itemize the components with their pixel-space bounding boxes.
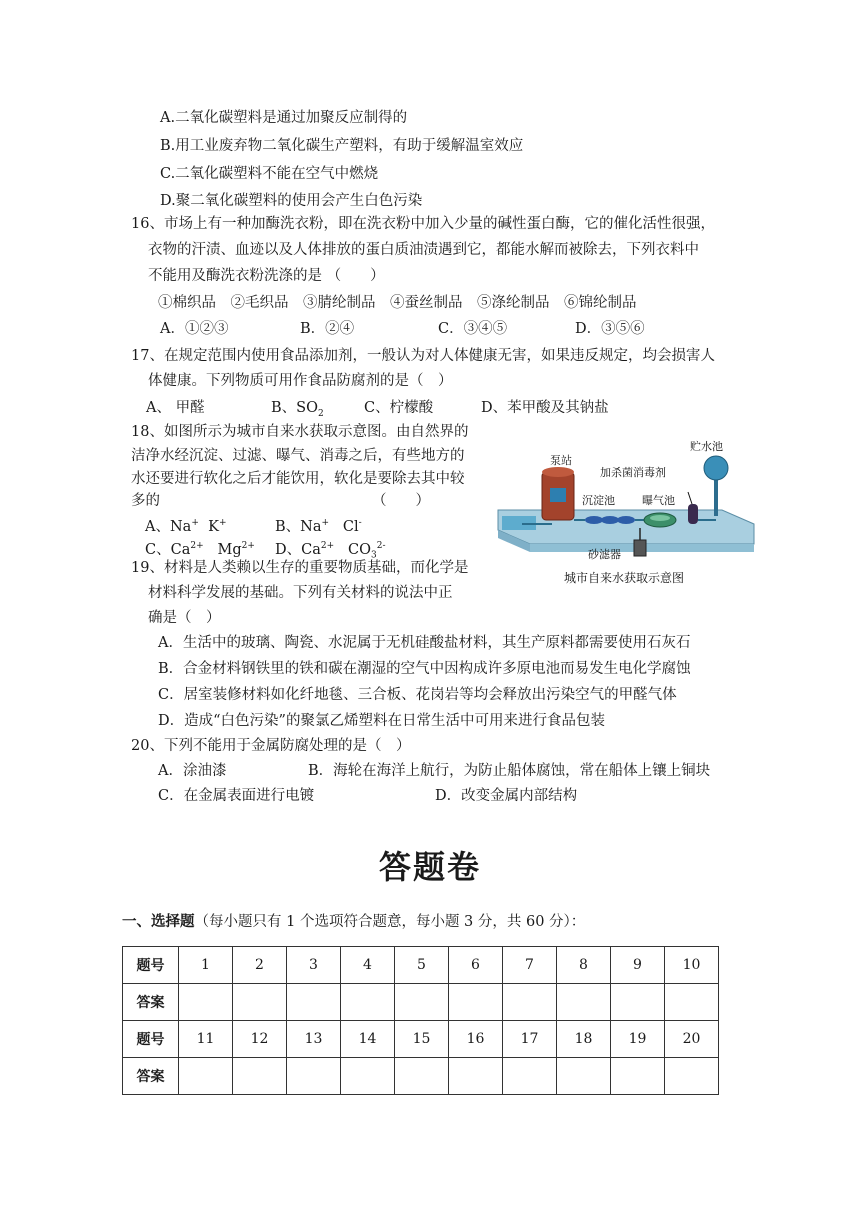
q19-option-d: D．造成“白色污染”的聚氯乙烯塑料在日常生活中可用来进行食品包装 xyxy=(158,713,605,729)
q16-option-b: B．②④ xyxy=(300,321,355,337)
q15-option-b: B.用工业废弃物二氧化碳生产塑料，有助于缓解温室效应 xyxy=(160,138,524,154)
question-number: 16 xyxy=(449,1021,503,1058)
q18-option-a: A、Na+ K+ xyxy=(145,518,227,535)
q20-stem: 20、下列不能用于金属防腐处理的是（ ） xyxy=(131,738,411,754)
q17-option-d: D、苯甲酸及其钠盐 xyxy=(481,400,609,416)
q20-option-c: C．在金属表面进行电镀 xyxy=(158,788,315,804)
question-number: 3 xyxy=(287,947,341,984)
q19-stem-2: 材料科学发展的基础。下列有关材料的说法中正 xyxy=(148,585,453,601)
q16-stem-2: 衣物的汗渍、血迹以及人体排放的蛋白质油渍遇到它，都能水解而被除去，下列衣料中 xyxy=(148,242,699,258)
q17-option-b: B、$SO_2$ xyxy=(271,400,324,419)
answer-cell[interactable] xyxy=(665,1058,719,1095)
sedimentation-tank-icon xyxy=(585,516,635,524)
question-number: 7 xyxy=(503,947,557,984)
q20-option-d: D．改变金属内部结构 xyxy=(435,788,578,804)
question-number: 6 xyxy=(449,947,503,984)
question-number: 2 xyxy=(233,947,287,984)
question-number-label: 题号 xyxy=(123,947,179,984)
answer-cell[interactable] xyxy=(179,984,233,1021)
answer-cell[interactable] xyxy=(611,1058,665,1095)
answer-sheet-title: 答题卷 xyxy=(378,848,481,886)
svg-text:贮水池: 贮水池 xyxy=(690,440,723,453)
svg-text:沉淀池: 沉淀池 xyxy=(582,494,615,507)
q19-option-c: C．居室装修材料如化纤地毯、三合板、花岗岩等均会释放出污染空气的甲醛气体 xyxy=(158,687,677,703)
q19-option-b: B．合金材料钢铁里的铁和碳在潮湿的空气中因构成许多原电池而易发生电化学腐蚀 xyxy=(158,661,691,677)
answer-cell[interactable] xyxy=(395,1058,449,1095)
q15-option-c: C.二氧化碳塑料不能在空气中燃烧 xyxy=(160,166,379,182)
q19-option-a: A．生活中的玻璃、陶瓷、水泥属于无机硅酸盐材料，其生产原料都需要使用石灰石 xyxy=(158,635,691,651)
answer-label: 答案 xyxy=(123,984,179,1021)
q19-stem-3: 确是（ ） xyxy=(148,610,221,626)
water-supply-diagram xyxy=(492,432,760,590)
q18-option-d: D、$Ca^{2+}$ $CO_3^{2-}$ xyxy=(275,541,386,561)
q18-option-b: B、Na+ Cl- xyxy=(275,518,362,535)
q15-option-d: D.聚二氧化碳塑料的使用会产生白色污染 xyxy=(160,193,423,209)
answer-cell[interactable] xyxy=(287,984,341,1021)
question-number: 8 xyxy=(557,947,611,984)
answer-label: 答案 xyxy=(123,1058,179,1095)
svg-text:加杀菌消毒剂: 加杀菌消毒剂 xyxy=(600,466,666,479)
question-number: 15 xyxy=(395,1021,449,1058)
q20-option-a: A．涂油漆 xyxy=(158,763,227,779)
answer-cell[interactable] xyxy=(449,984,503,1021)
q17-option-a: A、 甲醛 xyxy=(146,400,205,416)
question-number: 11 xyxy=(179,1021,233,1058)
answer-cell[interactable] xyxy=(341,984,395,1021)
q16-option-a: A．①②③ xyxy=(160,321,229,337)
question-number: 14 xyxy=(341,1021,395,1058)
question-number: 9 xyxy=(611,947,665,984)
question-number: 19 xyxy=(611,1021,665,1058)
svg-text:泵站: 泵站 xyxy=(550,454,572,467)
q18-stem-3: 水还要进行软化之后才能饮用，软化是要除去其中较 xyxy=(131,471,465,487)
answer-cell[interactable] xyxy=(665,984,719,1021)
question-number: 10 xyxy=(665,947,719,984)
answer-cell[interactable] xyxy=(233,1058,287,1095)
question-number: 4 xyxy=(341,947,395,984)
q16-stem-1: 16、市场上有一种加酶洗衣粉，即在洗衣粉中加入少量的碱性蛋白酶，它的催化活性很强， xyxy=(131,216,715,232)
answer-cell[interactable] xyxy=(233,984,287,1021)
answer-table xyxy=(122,946,719,1095)
q16-stem-3: 不能用及酶洗衣粉洗涤的是 （ ） xyxy=(148,268,385,284)
answer-cell[interactable] xyxy=(395,984,449,1021)
q16-option-d: D．③⑤⑥ xyxy=(575,321,645,337)
q17-stem-1: 17、在规定范围内使用食品添加剂，一般认为对人体健康无害，如果违反规定，均会损害人 xyxy=(131,348,715,364)
question-number: 17 xyxy=(503,1021,557,1058)
svg-text:曝气池: 曝气池 xyxy=(642,494,675,507)
question-number: 12 xyxy=(233,1021,287,1058)
question-number: 1 xyxy=(179,947,233,984)
question-number: 20 xyxy=(665,1021,719,1058)
q15-option-a: A.二氧化碳塑料是通过加聚反应制得的 xyxy=(160,110,408,126)
answer-cell[interactable] xyxy=(611,984,665,1021)
q19-stem-1: 19、材料是人类赖以生存的重要物质基础，而化学是 xyxy=(131,560,469,576)
q17-stem-2: 体健康。下列物质可用作食品防腐剂的是（ ） xyxy=(148,373,453,389)
answer-cell[interactable] xyxy=(503,1058,557,1095)
answer-cell[interactable] xyxy=(557,984,611,1021)
table-row xyxy=(123,984,719,1021)
storage-tank-icon xyxy=(704,456,728,516)
table-row xyxy=(123,1021,719,1058)
answer-cell[interactable] xyxy=(341,1058,395,1095)
svg-text:砂滤器: 砂滤器 xyxy=(588,548,621,561)
q18-stem-4: 多的 xyxy=(131,493,160,509)
aeration-pool-icon xyxy=(644,513,676,527)
pump-station-icon xyxy=(542,467,574,520)
q16-option-c: C．③④⑤ xyxy=(438,321,508,337)
question-number: 13 xyxy=(287,1021,341,1058)
question-number: 5 xyxy=(395,947,449,984)
q20-option-b: B．海轮在海洋上航行，为防止船体腐蚀，常在船体上镶上铜块 xyxy=(308,763,711,779)
table-row xyxy=(123,947,719,984)
answer-cell[interactable] xyxy=(287,1058,341,1095)
sand-filter-icon xyxy=(634,540,646,556)
q18-option-c: C、$Ca^{2+}$ $Mg^{2+}$ xyxy=(145,541,255,558)
q18-stem-2: 洁净水经沉淀、过滤、曝气、消毒之后，有些地方的 xyxy=(131,448,465,464)
answer-cell[interactable] xyxy=(503,984,557,1021)
table-row xyxy=(123,1058,719,1095)
q18-blank: （ ） xyxy=(372,493,430,509)
answer-cell[interactable] xyxy=(557,1058,611,1095)
section-heading: 一、选择题（每小题只有 1 个选项符合题意，每小题 3 分，共 60 分）： xyxy=(122,914,586,930)
q16-items: ①棉织品 ②毛织品 ③腈纶制品 ④蚕丝制品 ⑤涤纶制品 ⑥锦纶制品 xyxy=(158,295,637,311)
question-number: 18 xyxy=(557,1021,611,1058)
q18-stem-1: 18、如图所示为城市自来水获取示意图。由自然界的 xyxy=(131,424,469,440)
q17-option-c: C、柠檬酸 xyxy=(364,400,434,416)
disinfectant-icon xyxy=(688,504,698,524)
question-number-label: 题号 xyxy=(123,1021,179,1058)
answer-cell[interactable] xyxy=(179,1058,233,1095)
answer-cell[interactable] xyxy=(449,1058,503,1095)
svg-text:城市自来水获取示意图: 城市自来水获取示意图 xyxy=(564,571,685,585)
